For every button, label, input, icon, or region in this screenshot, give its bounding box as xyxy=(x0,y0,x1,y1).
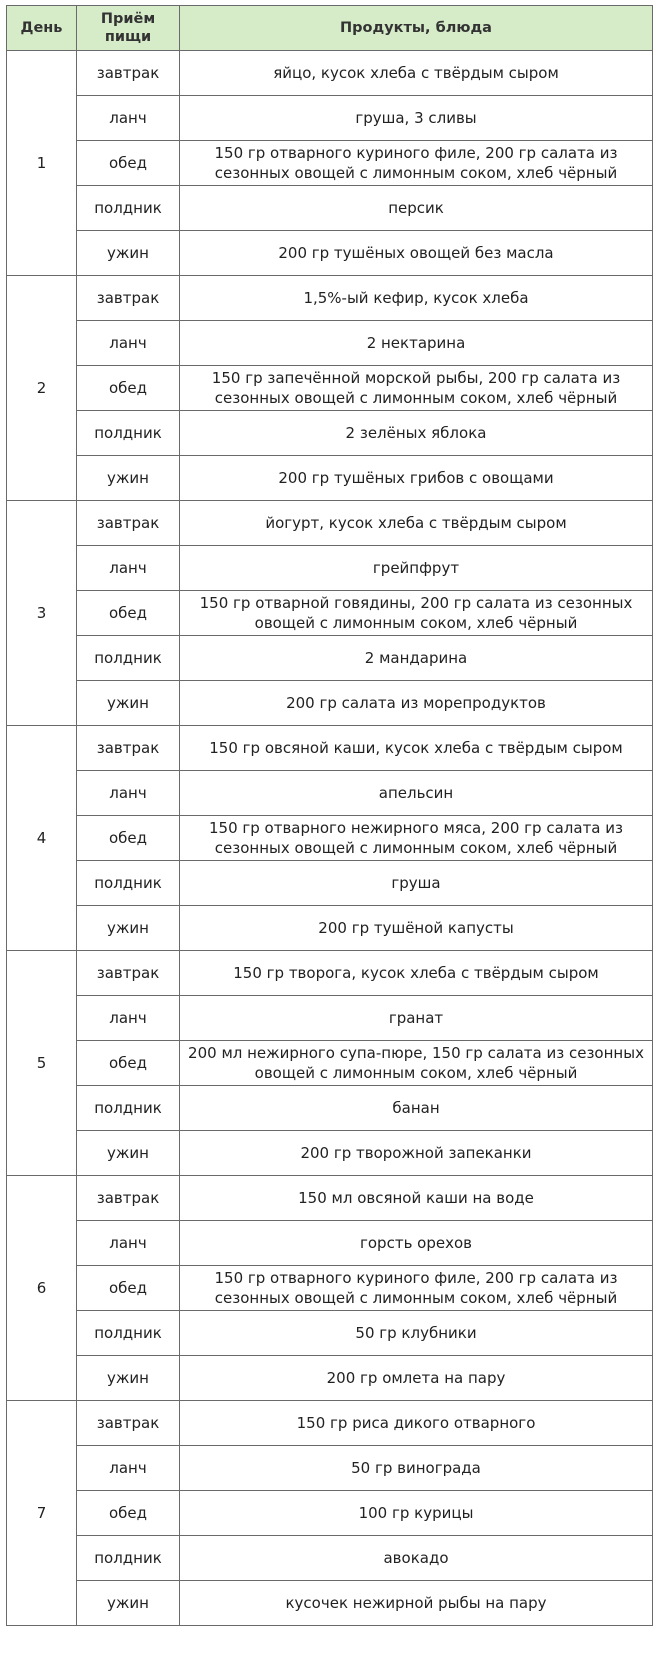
table-row xyxy=(7,591,653,636)
day-number: 7 xyxy=(7,1401,77,1626)
meal-food: 200 гр творожной запеканки xyxy=(180,1131,653,1176)
meal-food: йогурт, кусок хлеба с твёрдым сыром xyxy=(180,501,653,546)
meal-name: полдник xyxy=(77,1536,180,1581)
table-row xyxy=(7,1581,653,1626)
meal-name: завтрак xyxy=(77,951,180,996)
meal-food: 2 мандарина xyxy=(180,636,653,681)
table-body xyxy=(7,51,653,1626)
meal-name: ланч xyxy=(77,1446,180,1491)
table-row xyxy=(7,186,653,231)
table-row xyxy=(7,456,653,501)
meal-food: яйцо, кусок хлеба с твёрдым сыром xyxy=(180,51,653,96)
meal-name: ланч xyxy=(77,771,180,816)
meal-food: 100 гр курицы xyxy=(180,1491,653,1536)
meal-name: обед xyxy=(77,141,180,186)
meal-food: кусочек нежирной рыбы на пару xyxy=(180,1581,653,1626)
meal-name: завтрак xyxy=(77,1401,180,1446)
day-number: 5 xyxy=(7,951,77,1176)
day-number: 2 xyxy=(7,276,77,501)
table-row xyxy=(7,501,653,546)
meal-food: апельсин xyxy=(180,771,653,816)
table-header-row xyxy=(7,6,653,51)
meal-name: ужин xyxy=(77,456,180,501)
meal-name: полдник xyxy=(77,411,180,456)
table-row xyxy=(7,681,653,726)
diet-menu-table xyxy=(6,5,653,1626)
meal-food: 1,5%-ый кефир, кусок хлеба xyxy=(180,276,653,321)
table-row xyxy=(7,321,653,366)
table-row xyxy=(7,51,653,96)
table-row xyxy=(7,1311,653,1356)
day-number: 3 xyxy=(7,501,77,726)
meal-food: 200 гр омлета на пару xyxy=(180,1356,653,1401)
meal-name: завтрак xyxy=(77,726,180,771)
table-row xyxy=(7,1356,653,1401)
table-row xyxy=(7,1536,653,1581)
meal-food: 150 гр отварного нежирного мяса, 200 гр салата из сезонных овощей с лимонным соком, хлеб чёрный xyxy=(180,816,653,861)
header-day: День xyxy=(7,6,77,51)
table-row xyxy=(7,726,653,771)
meal-name: обед xyxy=(77,591,180,636)
meal-name: полдник xyxy=(77,186,180,231)
meal-name: ужин xyxy=(77,681,180,726)
table-row xyxy=(7,231,653,276)
meal-food: 200 гр тушёной капусты xyxy=(180,906,653,951)
table-row xyxy=(7,906,653,951)
meal-food: 150 гр творога, кусок хлеба с твёрдым сыром xyxy=(180,951,653,996)
meal-food: 150 гр отварного куриного филе, 200 гр салата из сезонных овощей с лимонным соком, хлеб чёрный xyxy=(180,141,653,186)
meal-name: обед xyxy=(77,366,180,411)
meal-name: полдник xyxy=(77,861,180,906)
table-row xyxy=(7,366,653,411)
meal-food: 200 мл нежирного супа-пюре, 150 гр салата из сезонных овощей с лимонным соком, хлеб чёрный xyxy=(180,1041,653,1086)
meal-name: обед xyxy=(77,1491,180,1536)
meal-name: ланч xyxy=(77,1221,180,1266)
meal-name: ужин xyxy=(77,1581,180,1626)
meal-name: завтрак xyxy=(77,51,180,96)
table-row xyxy=(7,411,653,456)
meal-name: завтрак xyxy=(77,1176,180,1221)
meal-name: завтрак xyxy=(77,501,180,546)
meal-name: полдник xyxy=(77,1086,180,1131)
meal-food: 150 гр запечённой морской рыбы, 200 гр салата из сезонных овощей с лимонным соком, хлеб чёрный xyxy=(180,366,653,411)
meal-name: обед xyxy=(77,1041,180,1086)
table-row xyxy=(7,636,653,681)
meal-name: ланч xyxy=(77,996,180,1041)
header-meal: Приём пищи xyxy=(77,6,180,51)
day-number: 1 xyxy=(7,51,77,276)
meal-food: авокадо xyxy=(180,1536,653,1581)
meal-name: обед xyxy=(77,816,180,861)
table-row xyxy=(7,1086,653,1131)
meal-name: обед xyxy=(77,1266,180,1311)
meal-food: 2 нектарина xyxy=(180,321,653,366)
meal-name: ужин xyxy=(77,1131,180,1176)
meal-name: ужин xyxy=(77,1356,180,1401)
table-row xyxy=(7,996,653,1041)
meal-name: завтрак xyxy=(77,276,180,321)
table-row xyxy=(7,96,653,141)
day-number: 6 xyxy=(7,1176,77,1401)
table-row xyxy=(7,816,653,861)
meal-food: груша, 3 сливы xyxy=(180,96,653,141)
table-row xyxy=(7,1491,653,1536)
meal-food: 200 гр тушёных грибов с овощами xyxy=(180,456,653,501)
meal-food: груша xyxy=(180,861,653,906)
meal-name: ланч xyxy=(77,321,180,366)
meal-food: 200 гр салата из морепродуктов xyxy=(180,681,653,726)
header-food: Продукты, блюда xyxy=(180,6,653,51)
meal-name: полдник xyxy=(77,636,180,681)
day-number: 4 xyxy=(7,726,77,951)
table-row xyxy=(7,1131,653,1176)
meal-food: 150 гр отварной говядины, 200 гр салата из сезонных овощей с лимонным соком, хлеб чёрный xyxy=(180,591,653,636)
table-row xyxy=(7,951,653,996)
meal-food: гранат xyxy=(180,996,653,1041)
meal-name: ужин xyxy=(77,906,180,951)
table-row xyxy=(7,1041,653,1086)
meal-food: 150 гр овсяной каши, кусок хлеба с твёрдым сыром xyxy=(180,726,653,771)
meal-food: 200 гр тушёных овощей без масла xyxy=(180,231,653,276)
meal-food: 50 гр клубники xyxy=(180,1311,653,1356)
meal-name: ланч xyxy=(77,546,180,591)
meal-food: 150 гр риса дикого отварного xyxy=(180,1401,653,1446)
table-row xyxy=(7,141,653,186)
meal-name: ужин xyxy=(77,231,180,276)
meal-food: 50 гр винограда xyxy=(180,1446,653,1491)
table-row xyxy=(7,1266,653,1311)
table-row xyxy=(7,861,653,906)
meal-name: полдник xyxy=(77,1311,180,1356)
table-row xyxy=(7,1401,653,1446)
meal-food: 150 мл овсяной каши на воде xyxy=(180,1176,653,1221)
table-row xyxy=(7,546,653,591)
table-row xyxy=(7,771,653,816)
diet-table-wrapper xyxy=(6,5,653,1626)
meal-food: грейпфрут xyxy=(180,546,653,591)
meal-food: 2 зелёных яблока xyxy=(180,411,653,456)
table-row xyxy=(7,276,653,321)
meal-name: ланч xyxy=(77,96,180,141)
meal-food: банан xyxy=(180,1086,653,1131)
meal-food: персик xyxy=(180,186,653,231)
meal-food: горсть орехов xyxy=(180,1221,653,1266)
table-row xyxy=(7,1221,653,1266)
meal-food: 150 гр отварного куриного филе, 200 гр салата из сезонных овощей с лимонным соком, хлеб чёрный xyxy=(180,1266,653,1311)
table-row xyxy=(7,1176,653,1221)
table-row xyxy=(7,1446,653,1491)
